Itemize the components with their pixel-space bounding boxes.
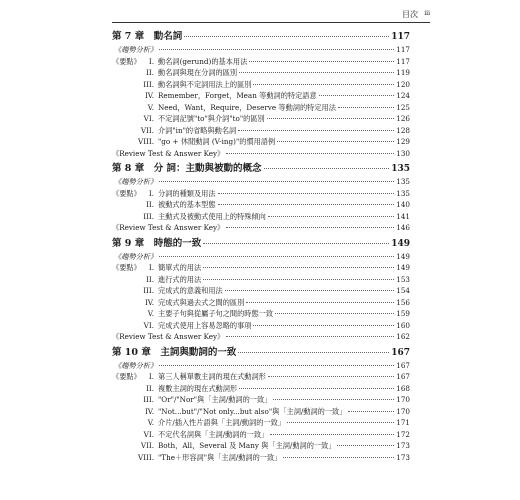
chapter-heading — [112, 30, 410, 44]
dot-leader — [277, 141, 394, 142]
dot-leader — [159, 49, 394, 50]
item-title: 進行式的用法 — [158, 274, 202, 284]
item-title: "Not...but"/"Not only...but also"與「主詞/動詞的一致」 — [158, 406, 347, 416]
focus-label: 《要點》 — [112, 56, 141, 66]
page-number: 126 — [396, 114, 410, 123]
entry-text: 第 9 章 時態的一致 — [112, 237, 202, 249]
dot-leader — [226, 227, 394, 228]
item-title: 第三人稱單數主詞的現在式動詞形 — [158, 372, 266, 381]
dot-leader — [348, 411, 394, 412]
dot-leader — [226, 336, 394, 337]
toc-item — [112, 262, 410, 274]
page-number: 129 — [396, 137, 410, 146]
entry-text: 第 10 章 主詞與動詞的一致 — [112, 346, 237, 358]
item-number: IV. — [144, 297, 154, 307]
item-number: I. — [148, 188, 154, 198]
page-header — [0, 0, 520, 26]
item-number: I. — [148, 56, 154, 66]
item-title: "go + 休閒動詞 (V-ing)"的慣用語例 — [158, 137, 276, 146]
dot-leader — [267, 118, 395, 119]
item-title: 分詞的種類及用法 — [158, 188, 216, 198]
dot-leader — [203, 243, 389, 244]
page-number: 167 — [396, 360, 410, 370]
dot-leader — [159, 365, 394, 366]
entry-text — [112, 113, 265, 125]
dot-leader — [253, 84, 394, 85]
page-number: 173 — [396, 452, 410, 462]
page-number: 146 — [396, 223, 410, 232]
item-number: VI. — [143, 320, 154, 330]
dot-leader — [246, 302, 394, 303]
toc-item — [112, 136, 410, 148]
dot-leader — [218, 204, 395, 205]
page-number: 171 — [396, 418, 410, 427]
toc-item — [112, 67, 410, 79]
dot-leader — [337, 445, 394, 446]
item-number: II. — [146, 200, 154, 209]
entry-text — [112, 199, 216, 211]
page-number: 154 — [396, 286, 410, 295]
chapter-heading — [112, 162, 410, 176]
header-rule — [112, 22, 430, 23]
page-number: 153 — [396, 274, 410, 284]
dot-leader — [283, 457, 394, 458]
page-number: 130 — [396, 148, 410, 158]
entry-text — [112, 125, 236, 137]
header-label: 目次 — [402, 10, 418, 19]
page-number: 135 — [391, 164, 410, 174]
item-number: VIII. — [138, 452, 154, 462]
entry-text: 第 7 章 動名詞 — [112, 31, 183, 42]
toc-item — [112, 297, 410, 309]
entry-text — [112, 56, 247, 68]
item-title: "Or"/"Nor"與「主詞/動詞的一致」 — [158, 395, 272, 404]
dot-leader — [287, 422, 394, 423]
dot-leader — [275, 313, 394, 314]
page-number: 167 — [396, 372, 410, 381]
toc-item — [112, 440, 410, 452]
item-title: Both，All，Several 及 Many 與「主詞/動詞的一致」 — [158, 441, 336, 450]
page-number: 168 — [396, 383, 410, 393]
entry-text — [112, 136, 275, 148]
entry-text — [112, 102, 336, 114]
item-title: 主動式及被動式使用上的特殊傾向 — [158, 211, 266, 221]
item-title: 動名詞與不定詞用法上的區別 — [158, 79, 252, 89]
dot-leader — [238, 352, 389, 353]
entry-text — [112, 371, 266, 383]
item-number: III. — [143, 286, 154, 295]
dot-leader — [226, 153, 394, 154]
item-number: I. — [148, 372, 154, 381]
toc-item — [112, 102, 410, 114]
entry-text: 《趨勢分析》 — [114, 251, 158, 261]
toc-item — [112, 371, 410, 383]
item-title: 完成式與過去式之間的區別 — [158, 297, 245, 307]
focus-label: 《要點》 — [112, 188, 141, 198]
entry-text — [112, 320, 251, 332]
entry-text: 《趨勢分析》 — [114, 45, 158, 54]
page-number: 173 — [396, 441, 410, 450]
page-number: 167 — [391, 347, 410, 358]
entry-text: 《Review Test & Answer Key》 — [112, 223, 225, 232]
toc-item — [112, 429, 410, 441]
entry-text — [112, 67, 237, 79]
entry-text — [112, 308, 273, 320]
toc-item — [112, 211, 410, 223]
page-number: 125 — [396, 102, 410, 112]
page-number: 119 — [396, 68, 410, 77]
item-title: 簡單式的用法 — [158, 263, 202, 272]
page-number: 162 — [396, 332, 410, 341]
toc-item — [112, 274, 410, 286]
focus-label: 《要點》 — [112, 372, 141, 381]
item-title: 完成式的意義和用法 — [158, 286, 223, 295]
header-page-number: iii — [424, 10, 430, 17]
dot-leader — [273, 399, 394, 400]
toc-item — [112, 125, 410, 137]
item-title: Need，Want，Require，Deserve 等動詞的特定用法 — [158, 102, 336, 112]
entry-text — [112, 79, 251, 91]
page-number: 170 — [396, 395, 410, 404]
toc-item — [112, 452, 410, 464]
focus-label: 《要點》 — [112, 263, 141, 272]
page-number: 172 — [396, 429, 410, 439]
entry-text — [112, 90, 317, 102]
entry-text: 《Review Test & Answer Key》 — [112, 332, 225, 341]
toc-item — [112, 406, 410, 418]
item-title: "The＋形容詞"與「主詞/動詞的一致」 — [158, 452, 282, 462]
item-number: III. — [143, 395, 154, 404]
toc-item — [112, 394, 410, 406]
toc-item — [112, 383, 410, 395]
page-number: 135 — [396, 177, 410, 186]
page-number: 140 — [396, 200, 410, 209]
page-number: 135 — [396, 188, 410, 198]
dot-leader — [270, 434, 394, 435]
table-of-contents — [112, 30, 410, 463]
item-number: II. — [146, 383, 154, 393]
trend-analysis — [112, 251, 410, 263]
entry-text — [112, 211, 266, 223]
trend-analysis — [112, 44, 410, 56]
entry-text — [112, 429, 268, 441]
dot-leader — [249, 61, 394, 62]
page-number: 124 — [396, 91, 410, 100]
page-number: 149 — [391, 238, 410, 249]
dot-leader — [268, 216, 394, 217]
toc-item — [112, 308, 410, 320]
item-title: 動名詞與現在分詞的區別 — [158, 68, 238, 77]
toc-item — [112, 90, 410, 102]
entry-text — [112, 417, 285, 429]
entry-text — [112, 394, 271, 406]
toc-item — [112, 320, 410, 332]
item-number: VII. — [140, 441, 154, 450]
item-number: IV. — [144, 406, 154, 416]
entry-text — [112, 297, 244, 309]
entry-text: 《Review Test & Answer Key》 — [112, 148, 225, 158]
entry-text: 第 8 章 分 詞：主動與被動的概念 — [112, 163, 262, 174]
item-title: 不定詞記號"to"與介詞"to"的區別 — [158, 114, 265, 123]
entry-text — [112, 440, 335, 452]
page-number: 117 — [391, 32, 410, 42]
toc-item — [112, 56, 410, 68]
item-number: VI. — [143, 114, 154, 123]
chapter-heading — [112, 237, 410, 251]
item-number: II. — [146, 274, 154, 284]
toc-item — [112, 113, 410, 125]
dot-leader — [264, 168, 390, 169]
toc-item — [112, 79, 410, 91]
item-number: I. — [148, 263, 154, 272]
dot-leader — [238, 130, 394, 131]
entry-text — [112, 406, 346, 418]
entry-text: 《趨勢分析》 — [114, 177, 158, 186]
item-number: VI. — [143, 429, 154, 439]
entry-text — [112, 274, 201, 286]
item-title: 介片/插入性片語與「主詞/動詞的一致」 — [158, 418, 286, 427]
item-title: 不定代名詞與「主詞/動詞的一致」 — [158, 429, 269, 439]
dot-leader — [239, 72, 394, 73]
entry-text — [112, 285, 223, 297]
dot-leader — [253, 325, 394, 326]
toc-item — [112, 285, 410, 297]
dot-leader — [159, 256, 394, 257]
toc-item — [112, 417, 410, 429]
dot-leader — [203, 267, 394, 268]
entry-text: 《趨勢分析》 — [114, 360, 158, 370]
dot-leader — [239, 388, 394, 389]
trend-analysis — [112, 360, 410, 372]
entry-text — [112, 452, 281, 464]
review-test — [112, 148, 410, 160]
item-number: V. — [147, 309, 154, 318]
trend-analysis — [112, 176, 410, 188]
entry-text — [112, 383, 237, 395]
toc-item — [112, 199, 410, 211]
dot-leader — [184, 36, 389, 37]
entry-text — [112, 188, 216, 200]
review-test — [112, 331, 410, 343]
item-number: III. — [143, 211, 154, 221]
page-number: 141 — [396, 211, 410, 221]
review-test — [112, 222, 410, 234]
toc-item — [112, 188, 410, 200]
page-number: 160 — [396, 320, 410, 330]
chapter-heading — [112, 346, 410, 360]
item-title: 動名詞(gerund)的基本用法 — [158, 56, 248, 66]
page-number: 170 — [396, 406, 410, 416]
dot-leader — [268, 376, 394, 377]
item-number: III. — [143, 79, 154, 89]
page-number: 156 — [396, 297, 410, 307]
item-title: 完成式使用上容易忽略的事項 — [158, 320, 252, 330]
item-title: 複數主詞的現在式動詞形 — [158, 383, 238, 393]
item-number: V. — [147, 418, 154, 427]
item-title: 被動式的基本型態 — [158, 200, 216, 209]
page-number: 117 — [396, 56, 410, 66]
dot-leader — [225, 290, 395, 291]
item-number: VII. — [140, 125, 154, 135]
dot-leader — [203, 279, 394, 280]
page-number: 159 — [396, 309, 410, 318]
dot-leader — [319, 95, 395, 96]
item-number: VIII. — [138, 137, 154, 146]
page-number: 120 — [396, 79, 410, 89]
item-number: V. — [147, 102, 154, 112]
page-number: 149 — [396, 263, 410, 272]
item-number: II. — [146, 68, 154, 77]
page-number: 117 — [396, 45, 410, 54]
item-title: 介詞"in"的省略與動名詞 — [158, 125, 237, 135]
page-number: 128 — [396, 125, 410, 135]
item-number: IV. — [144, 91, 154, 100]
page-number: 149 — [396, 251, 410, 261]
dot-leader — [159, 181, 394, 182]
dot-leader — [338, 107, 394, 108]
item-title: 主要子句與從屬子句之間的時態一致 — [158, 309, 274, 318]
dot-leader — [218, 193, 395, 194]
item-title: Remember，Forget，Mean 等動詞的特定語意 — [158, 91, 317, 100]
entry-text — [112, 262, 201, 274]
